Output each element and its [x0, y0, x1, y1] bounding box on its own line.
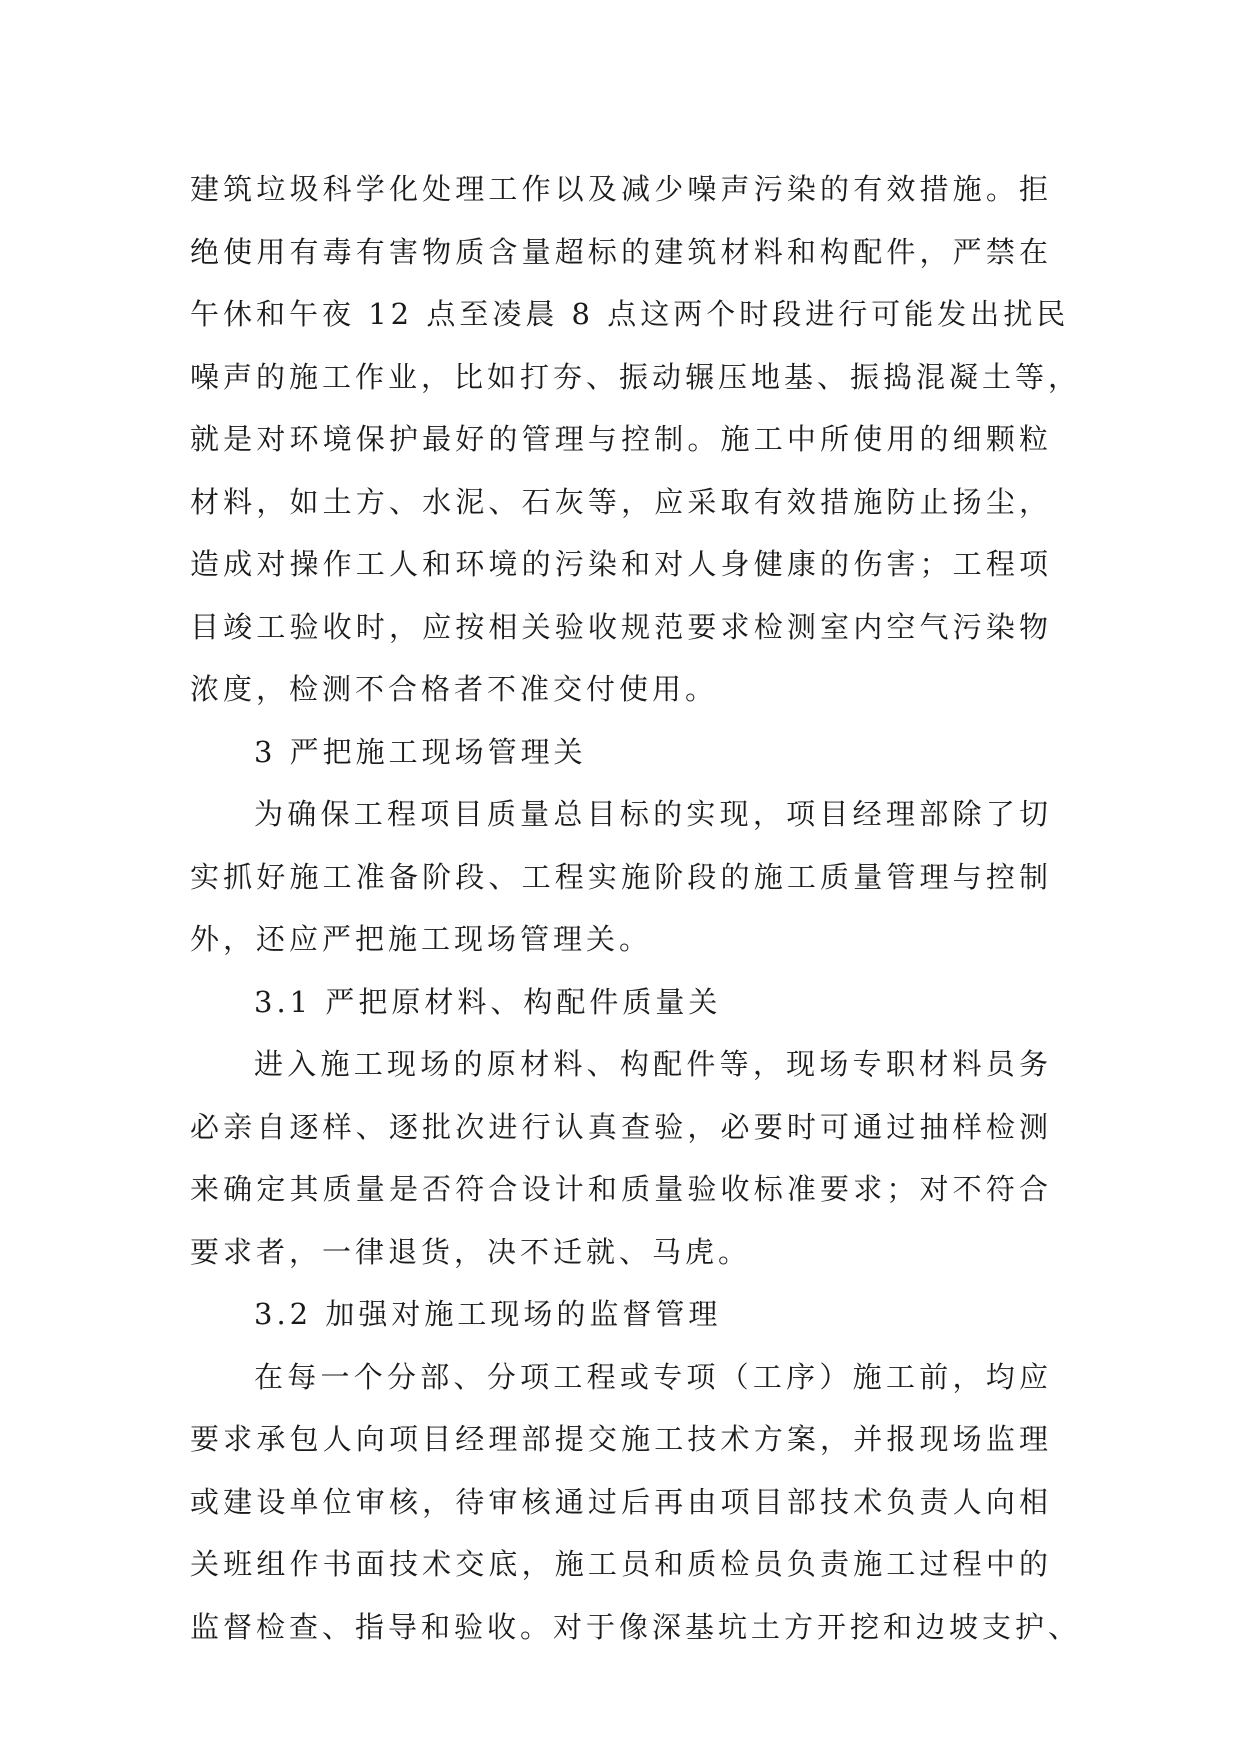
subsection-heading: 3.2 加强对施工现场的监督管理 [254, 1297, 722, 1331]
text-line: 必亲自逐样、逐批次进行认真查验，必要时可通过抽样检测 [190, 1109, 1052, 1144]
text-line: 建筑垃圾科学化处理工作以及减少噪声污染的有效措施。拒 [190, 172, 1052, 206]
text-line: 要求者，一律退货，决不迁就、马虎。 [190, 1234, 752, 1269]
text-line: 或建设单位审核，待审核通过后再由项目部技术负责人向相 [190, 1484, 1052, 1519]
text-line: 目竣工验收时，应按相关验收规范要求检测室内空气污染物 [190, 609, 1052, 644]
text-line: 要求承包人向项目经理部提交施工技术方案，并报现场监理 [190, 1422, 1052, 1456]
subsection-heading: 3.1 严把原材料、构配件质量关 [254, 984, 722, 1019]
text-line: 材料，如土方、水泥、石灰等，应采取有效措施防止扬尘， [190, 484, 1052, 519]
text-line: 造成对操作工人和环境的污染和对人身健康的伤害；工程项 [190, 547, 1052, 581]
text-line: 午休和午夜 12 点至凌晨 8 点这两个时段进行可能发出扰民 [190, 297, 1070, 331]
text-line: 关班组作书面技术交底，施工员和质检员负责施工过程中的 [190, 1547, 1052, 1581]
body-text [190, 158, 1082, 1658]
text-line: 就是对环境保护最好的管理与控制。施工中所使用的细颗粒 [190, 422, 1052, 456]
text-line: 实抓好施工准备阶段、工程实施阶段的施工质量管理与控制 [190, 859, 1052, 894]
text-line: 监督检查、指导和验收。对于像深基坑土方开挖和边坡支护、 [190, 1609, 1082, 1644]
text-line: 绝使用有毒有害物质含量超标的建筑材料和构配件，严禁在 [190, 234, 1052, 269]
text-line: 在每一个分部、分项工程或专项（工序）施工前，均应 [254, 1359, 1052, 1394]
text-line: 进入施工现场的原材料、构配件等，现场专职材料员务 [254, 1047, 1052, 1081]
text-line: 为确保工程项目质量总目标的实现，项目经理部除了切 [254, 797, 1052, 831]
text-line: 外，还应严把施工现场管理关。 [190, 922, 653, 956]
text-line: 来确定其质量是否符合设计和质量验收标准要求；对不符合 [190, 1172, 1052, 1206]
text-line: 噪声的施工作业，比如打夯、振动辗压地基、振捣混凝土等， [190, 359, 1082, 394]
section-heading: 3 严把施工现场管理关 [254, 734, 587, 769]
text-line: 浓度，检测不合格者不准交付使用。 [190, 672, 719, 706]
